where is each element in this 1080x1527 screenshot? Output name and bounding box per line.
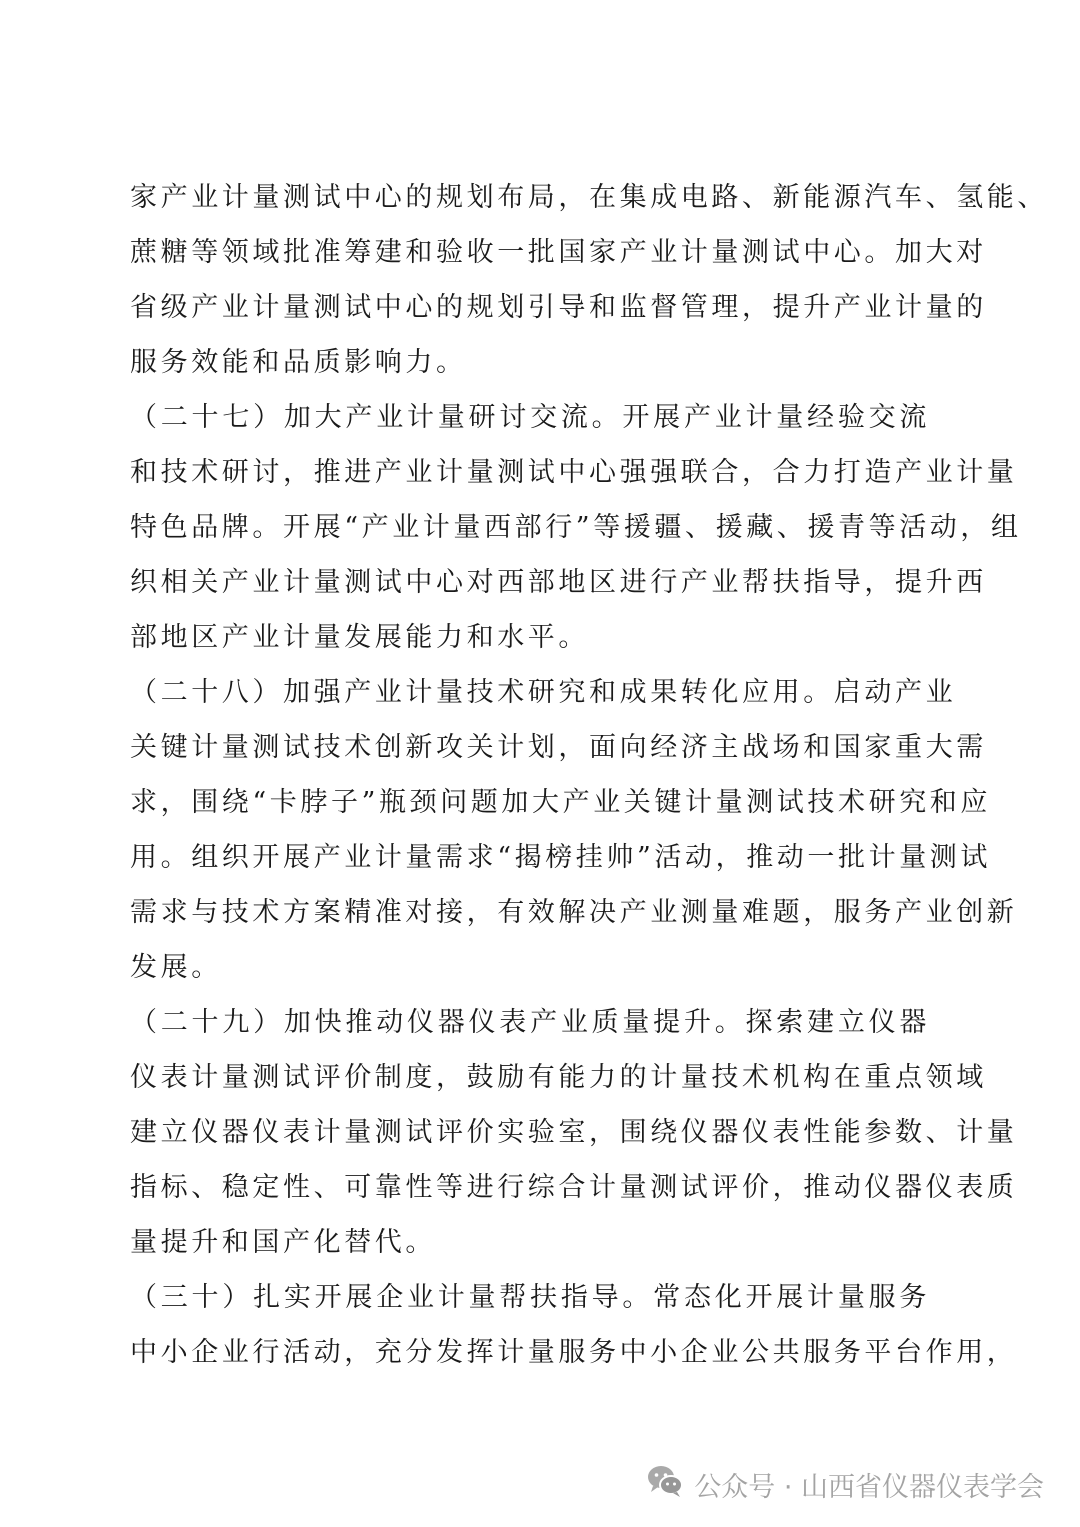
text-line: 用。组织开展产业计量需求“揭榜挂帅”活动，推动一批计量测试: [130, 842, 992, 873]
wechat-icon: [646, 1464, 684, 1505]
text-line: 家产业计量测试中心的规划布局，在集成电路、新能源汽车、氢能、: [130, 182, 1048, 213]
text-line: （二十八）加强产业计量技术研究和成果转化应用。启动产业: [130, 677, 957, 708]
text-line: 和技术研讨，推进产业计量测试中心强强联合，合力打造产业计量: [130, 457, 1018, 488]
text-line: 蔗糖等领域批准筹建和验收一批国家产业计量测试中心。加大对: [130, 237, 987, 268]
text-line: 服务效能和品质影响力。: [130, 347, 467, 378]
text-line: 建立仪器仪表计量测试评价实验室，围绕仪器仪表性能参数、计量: [130, 1117, 1018, 1148]
text-line: 关键计量测试技术创新攻关计划，面向经济主战场和国家重大需: [130, 732, 987, 763]
text-line: 需求与技术方案精准对接，有效解决产业测量难题，服务产业创新: [130, 897, 1018, 928]
text-line: 发展。: [130, 952, 222, 983]
watermark: [646, 1464, 1044, 1505]
text-line: （三十）扎实开展企业计量帮扶指导。常态化开展计量服务: [130, 1282, 930, 1313]
text-line: 省级产业计量测试中心的规划引导和监督管理，提升产业计量的: [130, 292, 987, 323]
text-line: 仪表计量测试评价制度，鼓励有能力的计量技术机构在重点领域: [130, 1062, 987, 1093]
text-line: 量提升和国产化替代。: [130, 1227, 436, 1258]
text-line: 织相关产业计量测试中心对西部地区进行产业帮扶指导，提升西: [130, 567, 987, 598]
watermark-text: 公众号 · 山西省仪器仪表学会: [694, 1472, 1044, 1503]
text-line: 特色品牌。开展“产业计量西部行”等援疆、援藏、援青等活动，组: [130, 512, 1022, 543]
text-line: （二十九）加快推动仪器仪表产业质量提升。探索建立仪器: [130, 1007, 930, 1038]
text-line: 求，围绕“卡脖子”瓶颈问题加大产业关键计量测试技术研究和应: [130, 787, 992, 818]
text-line: 部地区产业计量发展能力和水平。: [130, 622, 589, 653]
text-line: 指标、稳定性、可靠性等进行综合计量测试评价，推动仪器仪表质: [130, 1172, 1018, 1203]
text-line: （二十七）加大产业计量研讨交流。开展产业计量经验交流: [130, 402, 930, 433]
text-line: 中小企业行活动，充分发挥计量服务中小企业公共服务平台作用，: [130, 1337, 1018, 1368]
body-text: [130, 170, 1048, 1380]
